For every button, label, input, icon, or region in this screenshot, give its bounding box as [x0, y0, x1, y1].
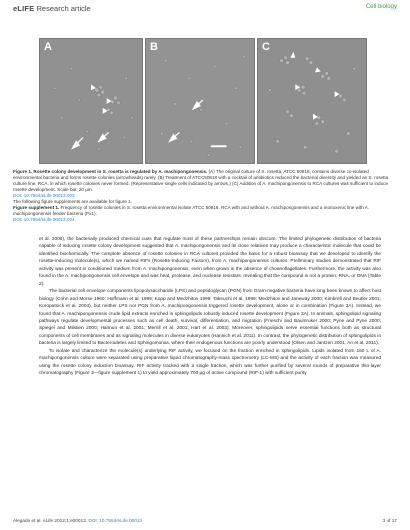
page-number: 3 of 17: [382, 518, 397, 523]
supplement-text: Frequency of rosette colonies in S. rosetta environmental isolate ATCC 50818, RCA with and without A. machipongonensis and a monoxenic line with A. machipongonensis feeder bacteria (Px1).: [13, 205, 370, 216]
body-paragraph: To isolate and characterize the molecule(s) underlying RIF activity, we focused on the fraction enriched in sphingolipids. Lipids isolated from 160 L of A. machipongonensis culture were separated using preparative liquid chromatography-mass spectrometry (LC-MS) and the activity of each fraction was measured using the rosette colony induction bioassay. RIF activity tracked with a single fraction, which was further purified by several rounds of preparative thin-layer chromatography (Figure 3—figure supplement 1) to yield approximately 700 μg of active compound (RIF-1) with sufficient purity: [39, 348, 381, 377]
figure-caption-text: (A) The original culture of S. rosetta, ATCC 50818, contains diverse co-isolated environmental bacteria and forms rosette colonies (arrowheads) rarely. (B) Treatment of ATCC50818 with a cocktail of antibiotics reduced the bacterial diversity and yielded an S. rosetta culture line, RCA, in which rosette colonies never formed. (Representative single cells indicated by arrows.) (C) Addition of A. machipongonensis to RCA cultures was sufficient to induce rosette development. Scale bar, 20 μm.: [13, 169, 389, 192]
supplement-doi-link[interactable]: DOI: 10.7554/eLife.00013.004: [13, 217, 75, 222]
micrograph-c: [258, 39, 366, 163]
article-type: Research article: [36, 4, 91, 13]
panel-letter-c: C: [262, 41, 270, 53]
article-body: [39, 236, 381, 378]
section-label[interactable]: Cell biology: [365, 4, 397, 10]
citation: [13, 518, 142, 523]
figure-caption: [13, 169, 397, 223]
figure-panel-b: [145, 38, 255, 164]
article-doi-link[interactable]: DOI: 10.7554/eLife.00013: [88, 518, 143, 523]
journal-brand: [13, 4, 91, 13]
supplement-title[interactable]: Figure supplement 1.: [13, 205, 60, 210]
supplements-intro: The following figure supplements are available for figure 1.: [13, 199, 132, 204]
figure-panel-a: [39, 38, 143, 164]
micrograph-b: [146, 39, 254, 163]
figure-panel-c: [257, 38, 367, 164]
body-paragraph: The bacterial cell envelope components lipopolysaccharide (LPS) and peptidoglycan (PGN) from Gram-negative bacteria have long been known to affect host biology (Cohn and Morse 1960; Hoffmann et al. 1999; Kopp and Medzhitov 1999; Takeuchi et al. 1999; Medzhitov and Janeway 2000; Kimbrell and Beutler 2001; Koropatnick et al. 2004), but neither LPS nor PGN from A. machipongonensis triggered rosette development, alone or in combination (Figure 3A). Instead, we found that A. machipongonensis crude lipid extracts enriched in sphingolipids robustly induced rosette development (Figure 3A). In animals, sphingolipid signaling pathways regulate developmental processes such as cell death, survival, differentiation, and migration (Frieschi and Baumruker 2000; Pyne and Pyne 2000; Spiegel and Milstien 2000; Hannun et al. 2001; Merrill et al. 2001; Hart et al. 2003). Moreover, sphingolipids serve essential functions both as structural components of cell membranes and as signaling molecules in diverse eukaryotes (Hannich et al. 2011). In contrast, the phylogenetic distribution of sphingolipids in bacteria is largely limited to Bacteroidetes and Sphingomonas, where their endogenous functions are poorly understood (Olsen and Jantzen 2001; An et al. 2011).: [39, 289, 381, 347]
figure-title: Figure 1. Rosette colony development in S. rosetta is regulated by A. machipongonensis.: [13, 169, 208, 174]
page-header: [0, 0, 410, 22]
elife-logo: eLIFE: [13, 4, 35, 13]
panel-letter-b: B: [150, 41, 158, 53]
citation-text: Alegado et al. eLife 2012;1:e00013.: [13, 518, 88, 523]
scale-bar: [211, 145, 227, 147]
panel-letter-a: A: [44, 41, 52, 53]
figure-doi-link[interactable]: DOI: 10.7554/eLife.00013.003: [13, 193, 75, 198]
body-paragraph: et al. 2008), the bacterially produced chemical cues that regulate most of these partnerships remain obscure. The limited phylogenetic distribution of bacteria capable of inducing rosette colony development suggested that A. machipongonensis and its close relatives may produce a characteristic molecule that could be identified biochemically. The complete absence of rosette colonies in RCA cultures provided the basis for a robust bioassay that we developed to identify the rosette-inducing molecule(s), which we named RIFs (Rosette-Inducing Factors), from A. machipongonensis cultures. Preliminary studies demonstrated that RIF activity was present in conditioned medium from A. machipongonensis, even when grown in the absence of choanoflagellates. Furthermore, the activity was also found in the A. machipongonensis cell envelope and was heat, protease, and nuclease resistant, revealing that the compound is not a protein, RNA, or DNA (Table 2).: [39, 237, 381, 287]
micrograph-a: [40, 39, 142, 163]
